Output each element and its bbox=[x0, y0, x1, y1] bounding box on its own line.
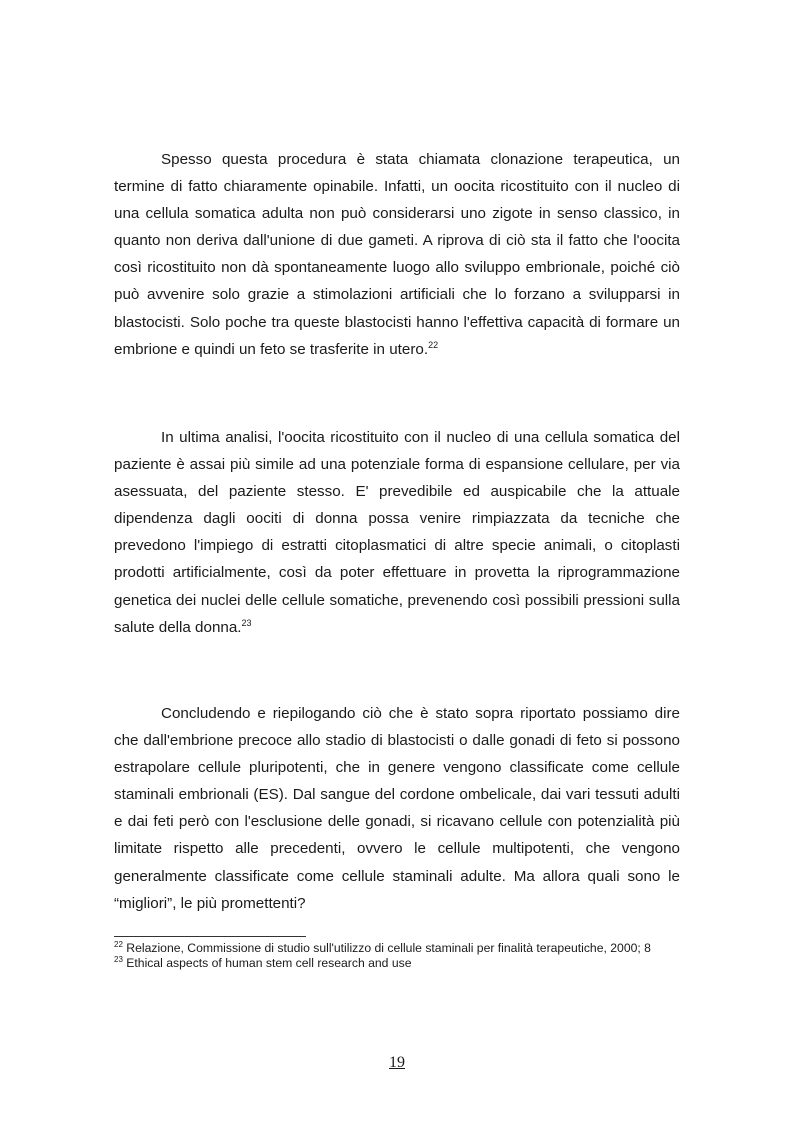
page-number: 19 bbox=[389, 1054, 405, 1071]
footnote-22-number: 22 bbox=[114, 939, 123, 949]
footnote-23 bbox=[114, 956, 680, 971]
footnote-separator bbox=[114, 936, 306, 937]
footnote-ref-22: 22 bbox=[428, 339, 439, 350]
footnotes bbox=[114, 941, 680, 970]
paragraph-1-text: Spesso questa procedura è stata chiamata clonazione terapeutica, un termine di fatto chiaramente opinabile. Infatti, un oocita ricostituito con il nucleo di una cellula somatica adulta non può considerarsi uno zigote in senso classico, in quanto non deriva dall'unione di due gameti. A riprova di ciò sta il fatto che l'oocita così ricostituito non dà spontaneamente luogo allo sviluppo embrionale, poiché ciò può avvenire solo grazie a stimolazioni artificiali che lo forzano a svilupparsi in blastocisti. Solo poche tra queste blastocisti hanno l'effettiva capacità di formare un embrione e quindi un feto se trasferite in utero. bbox=[114, 151, 680, 358]
paragraph-3 bbox=[114, 700, 680, 917]
footnote-22-text: Relazione, Commissione di studio sull'utilizzo di cellule staminali per finalità terapeutiche, 2000; 8 bbox=[126, 941, 651, 955]
paragraph-2 bbox=[114, 424, 680, 641]
footnote-23-number: 23 bbox=[114, 954, 123, 964]
paragraph-1 bbox=[114, 146, 680, 363]
paragraph-2-text: In ultima analisi, l'oocita ricostituito con il nucleo di una cellula somatica del paziente è assai più simile ad una potenziale forma di espansione cellulare, per via asessuata, del paziente stesso. E' prevedibile ed auspicabile che la attuale dipendenza dagli oociti di donna possa venire rimpiazzata da tecniche che prevedono l'impiego di estratti citoplasmatici di altre specie animali, o citoplasti prodotti artificialmente, così da poter effettuare in provetta la riprogrammazione genetica dei nuclei delle cellule somatiche, prevenendo così possibili pressioni sulla salute della donna. bbox=[114, 429, 680, 636]
paragraph-3-text: Concludendo e riepilogando ciò che è stato sopra riportato possiamo dire che dall'embrione precoce allo stadio di blastocisti o dalle gonadi di feto si possono estrapolare cellule pluripotenti, che in genere vengono classificate come cellule staminali embrionali (ES). Dal sangue del cordone ombelicale, dai vari tessuti adulti e dai feti però con l'esclusione delle gonadi, si ricavano cellule con potenzialità più limitate rispetto alle precedenti, ovvero le cellule multipotenti, che vengono generalmente classificate come cellule staminali adulte. Ma allora quali sono le “migliori”, le più promettenti? bbox=[114, 705, 680, 912]
footnote-23-text: Ethical aspects of human stem cell research and use bbox=[126, 955, 412, 970]
footnote-22 bbox=[114, 941, 680, 956]
footnote-ref-23: 23 bbox=[241, 617, 252, 628]
